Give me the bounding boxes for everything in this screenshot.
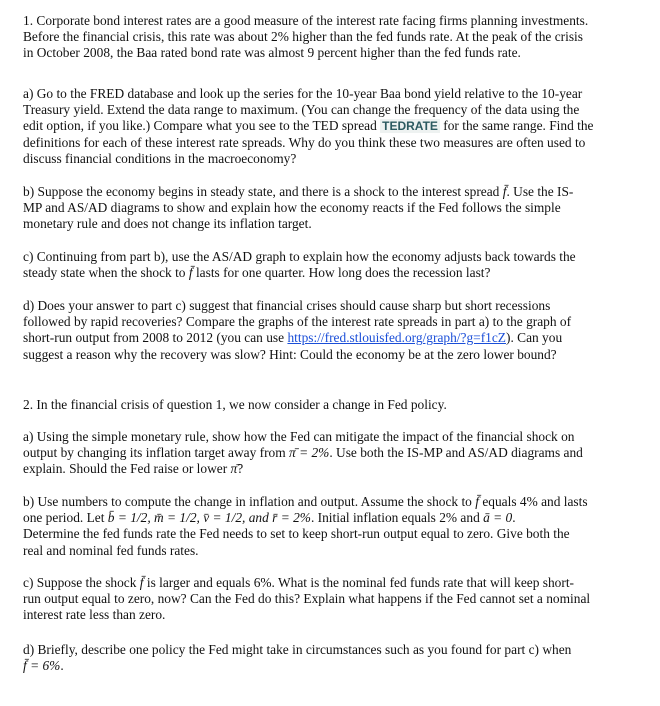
q2-intro-line: 2. In the financial crisis of question 1, we now consider a change in Fed policy. [23,397,447,412]
q1d-line: d) Does your answer to part c) suggest that financial crises should cause sharp but short recessions [23,298,551,313]
q1c-line: steady state when the shock to f̄ lasts for one quarter. How long does the recession last? [23,265,491,281]
q1a-line: edit option, if you like.) Compare what you see to the TED spread TEDRATE for the same range. Find the [23,118,594,134]
q2d-line: d) Briefly, describe one policy the Fed might take in circumstances such as you found for part c) when [23,642,572,657]
q2-intro [23,397,635,413]
q1d-line: followed by rapid recoveries? Compare the graphs of the interest rate spreads in part a) to the graph of [23,314,572,330]
math-f-bar: f̄ [188,265,193,281]
q1b-line: MP and AS/AD diagrams to show and explain how the economy reacts if the Fed follows the simple [23,200,561,216]
q1-part-d [23,298,635,363]
q2c-line: c) Suppose the shock f̄ is larger and equals 6%. What is the nominal fed funds rate that will keep short- [23,575,575,590]
q1-part-c [23,249,635,281]
q2-part-b [23,494,635,559]
q2c-line: run output equal to zero, now? Can the Fed do this? Explain what happens if the Fed cannot set a nominal [23,591,591,607]
q2a-line: a) Using the simple monetary rule, show how the Fed can mitigate the impact of the financial shock on [23,429,575,444]
q1-part-a [23,86,635,167]
math-a-bar: ā = 0 [483,510,513,526]
q2b-line: real and nominal fed funds rates. [23,542,199,558]
q1-intro [23,13,635,62]
q1a-line: Treasury yield. Extend the data range to maximum. (You can change the frequency of the data using the [23,102,580,118]
q2a-line: output by changing its inflation target away from π̄ = 2%. Use both the IS-MP and AS/AD diagrams and [23,445,583,461]
tedrate-code: TEDRATE [382,119,438,134]
q2b-line: b) Use numbers to compute the change in inflation and output. Assume the shock to f̄ equals 4% and lasts [23,494,588,509]
math-pi-target: π̄ = 2% [289,445,330,461]
q1c-line: c) Continuing from part b), use the AS/AD graph to explain how the economy adjusts back towards the [23,249,576,264]
math-f-bar: f̄ [139,575,144,590]
q1a-line: a) Go to the FRED database and look up the series for the 10-year Baa bond yield relative to the 10-year [23,86,583,101]
math-f-equals: f̄ = 6% [23,658,61,674]
q1d-line: suggest a reason why the recovery was slow? Hint: Could the economy be at the zero lower bound? [23,346,557,362]
q2-part-d [23,642,635,674]
fred-graph-link[interactable]: https://fred.stlouisfed.org/graph/?g=f1cZ [287,330,506,346]
q1-intro-line: in October 2008, the Baa rated bond rate was almost 9 percent higher than the fed funds rate. [23,45,521,61]
q2d-line: f̄ = 6%. [23,658,64,674]
q1d-line: short-run output from 2008 to 2012 (you can use https://fred.stlouisfed.org/graph/?g=f1cZ). Can you [23,330,563,346]
q2b-line: one period. Let b̄ = 1/2, m̄ = 1/2, v̄ = 1/2, and r̄ = 2%. Initial inflation equals 2% and ā = 0. [23,510,516,526]
q1-intro-line: 1. Corporate bond interest rates are a good measure of the interest rate facing firms planning investments. [23,13,589,28]
q1a-line: definitions for each of these interest rate spreads. Why do you think these two measures are often used to [23,134,586,150]
q2b-line: Determine the fed funds rate the Fed needs to set to keep short-run output equal to zero. Give both the [23,526,570,542]
q2a-line: explain. Should the Fed raise or lower π̄? [23,461,244,477]
math-f-bar: f̄ [502,184,507,199]
q1-intro-line: Before the financial crisis, this rate was about 2% higher than the fed funds rate. At the peak of the crisis [23,29,583,45]
q2-part-a [23,429,635,478]
q1b-line: b) Suppose the economy begins in steady state, and there is a shock to the interest spread f̄. Use the IS- [23,184,574,199]
math-f-bar: f̄ [475,494,479,509]
math-parameters: b̄ = 1/2, m̄ = 1/2, v̄ = 1/2, and r̄ = 2% [107,510,311,526]
q1a-line: discuss financial conditions in the macroeconomy? [23,150,297,166]
q1-part-b [23,184,635,233]
q2-part-c [23,575,635,624]
math-pi-bar: π̄ [230,461,238,477]
q2c-line: interest rate less than zero. [23,607,166,623]
q1b-line: monetary rule and does not change its inflation target. [23,216,312,232]
